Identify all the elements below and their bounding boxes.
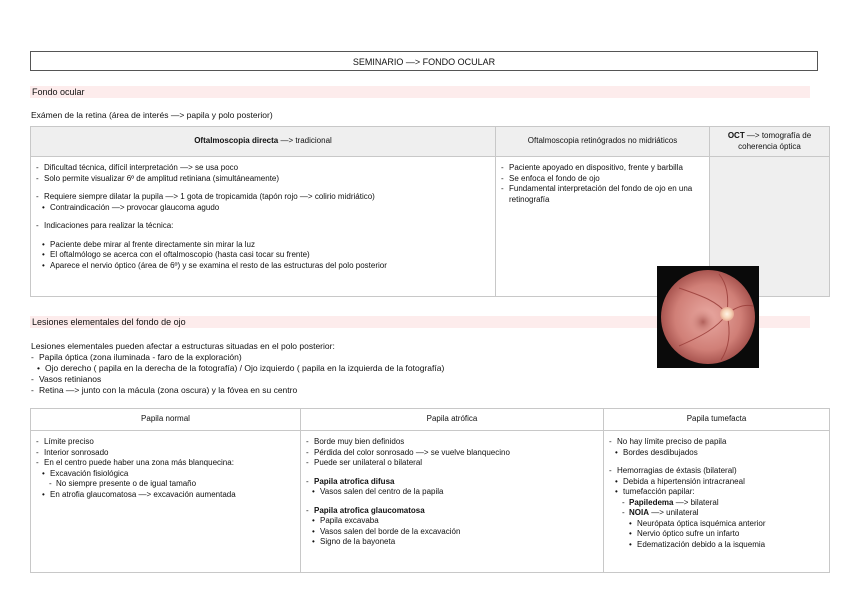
list-item: - NOIA —> unilateral bbox=[609, 508, 824, 519]
section-heading-lesiones: Lesiones elementales del fondo de ojo bbox=[30, 316, 810, 328]
list-item: - Retina —> junto con la mácula (zona oscura) y la fóvea en su centro bbox=[31, 385, 651, 396]
intro-line: Lesiones elementales pueden afectar a estructuras situadas en el polo posterior: bbox=[31, 341, 335, 351]
lesiones-intro bbox=[31, 341, 651, 396]
list-item: - Se enfoca el fondo de ojo bbox=[501, 174, 704, 185]
list-item: - Indicaciones para realizar la técnica: bbox=[36, 221, 490, 232]
list-item: - Solo permite visualizar 6º de amplitud retiniana (simultáneamente) bbox=[36, 174, 490, 185]
list-item: • En atrofia glaucomatosa —> excavación aumentada bbox=[36, 490, 295, 501]
list-item: • Nervio óptico sufre un infarto bbox=[609, 529, 824, 540]
header-papila-atrofica: Papila atrófica bbox=[301, 409, 604, 431]
list-item: - Papila atrofica glaucomatosa bbox=[306, 506, 598, 517]
list-item: • Excavación fisiológica bbox=[36, 469, 295, 480]
header-papila-tumefacta: Papila tumefacta bbox=[604, 409, 830, 431]
list-item: • Neurópata óptica isquémica anterior bbox=[609, 519, 824, 530]
list-item: - Papiledema —> bilateral bbox=[609, 498, 824, 509]
list-item: • Paciente debe mirar al frente directamente sin mirar la luz bbox=[36, 240, 490, 251]
list-item: - Paciente apoyado en dispositivo, frente y barbilla bbox=[501, 163, 704, 174]
retina-exam-subheading: Exámen de la retina (área de interés —> papila y polo posterior) bbox=[31, 110, 273, 120]
header-direct: Oftalmoscopia directa —> tradicional bbox=[31, 127, 496, 157]
cell-papila-atrofica bbox=[301, 431, 604, 573]
list-item: - Vasos retinianos bbox=[31, 374, 651, 385]
section-heading-fondo-ocular: Fondo ocular bbox=[30, 86, 810, 98]
header-retinografo: Oftalmoscopia retinógrados no midriáticos bbox=[496, 127, 710, 157]
list-item: • Papila excavaba bbox=[306, 516, 598, 527]
list-item: - Dificultad técnica, difícil interpretación —> se usa poco bbox=[36, 163, 490, 174]
list-item: - Requiere siempre dilatar la pupila —> 1 gota de tropicamida (tapón rojo —> colirio midriático) bbox=[36, 192, 490, 203]
list-item: • Contraindicación —> provocar glaucoma agudo bbox=[36, 203, 490, 214]
list-item: • Edematización debido a la isquemia bbox=[609, 540, 824, 551]
list-item: - Papila atrofica difusa bbox=[306, 477, 598, 488]
cell-direct bbox=[31, 157, 496, 297]
list-item: • Debida a hipertensión intracraneal bbox=[609, 477, 824, 488]
list-item: - Límite preciso bbox=[36, 437, 295, 448]
header-oct: OCT —> tomografía de coherencia óptica bbox=[710, 127, 830, 157]
list-item: • Vasos salen del borde de la excavación bbox=[306, 527, 598, 538]
document-title: SEMINARIO —> FONDO OCULAR bbox=[30, 51, 818, 71]
list-item: • Signo de la bayoneta bbox=[306, 537, 598, 548]
list-item: - Pérdida del color sonrosado —> se vuelve blanquecino bbox=[306, 448, 598, 459]
cell-papila-normal bbox=[31, 431, 301, 573]
list-item: • tumefacción papilar: bbox=[609, 487, 824, 498]
list-item: - No hay límite preciso de papila bbox=[609, 437, 824, 448]
list-item: - Fundamental interpretación del fondo de ojo en una retinografía bbox=[501, 184, 704, 205]
list-item: - Papila óptica (zona iluminada - faro de la exploración) bbox=[31, 352, 651, 363]
list-item: - En el centro puede haber una zona más blanquecina: bbox=[36, 458, 295, 469]
cell-papila-tumefacta bbox=[604, 431, 830, 573]
list-item: • Bordes desdibujados bbox=[609, 448, 824, 459]
list-item: • Aparece el nervio óptico (área de 6º) y se examina el resto de las estructuras del polo posterior bbox=[36, 261, 490, 272]
list-item: - Puede ser unilateral o bilateral bbox=[306, 458, 598, 469]
list-item: • Ojo derecho ( papila en la derecha de la fotografía) / Ojo izquierdo ( papila en la izquierda de la fotografía) bbox=[31, 363, 651, 374]
fundus-photograph bbox=[657, 266, 759, 368]
list-item: - Interior sonrosado bbox=[36, 448, 295, 459]
list-item: • Vasos salen del centro de la papila bbox=[306, 487, 598, 498]
list-item: - No siempre presente o de igual tamaño bbox=[36, 479, 295, 490]
list-item: - Borde muy bien definidos bbox=[306, 437, 598, 448]
list-item: • El oftalmólogo se acerca con el oftalmoscopio (hasta casi tocar su frente) bbox=[36, 250, 490, 261]
list-item: - Hemorragias de éxtasis (bilateral) bbox=[609, 466, 824, 477]
header-papila-normal: Papila normal bbox=[31, 409, 301, 431]
papila-table bbox=[30, 408, 830, 573]
